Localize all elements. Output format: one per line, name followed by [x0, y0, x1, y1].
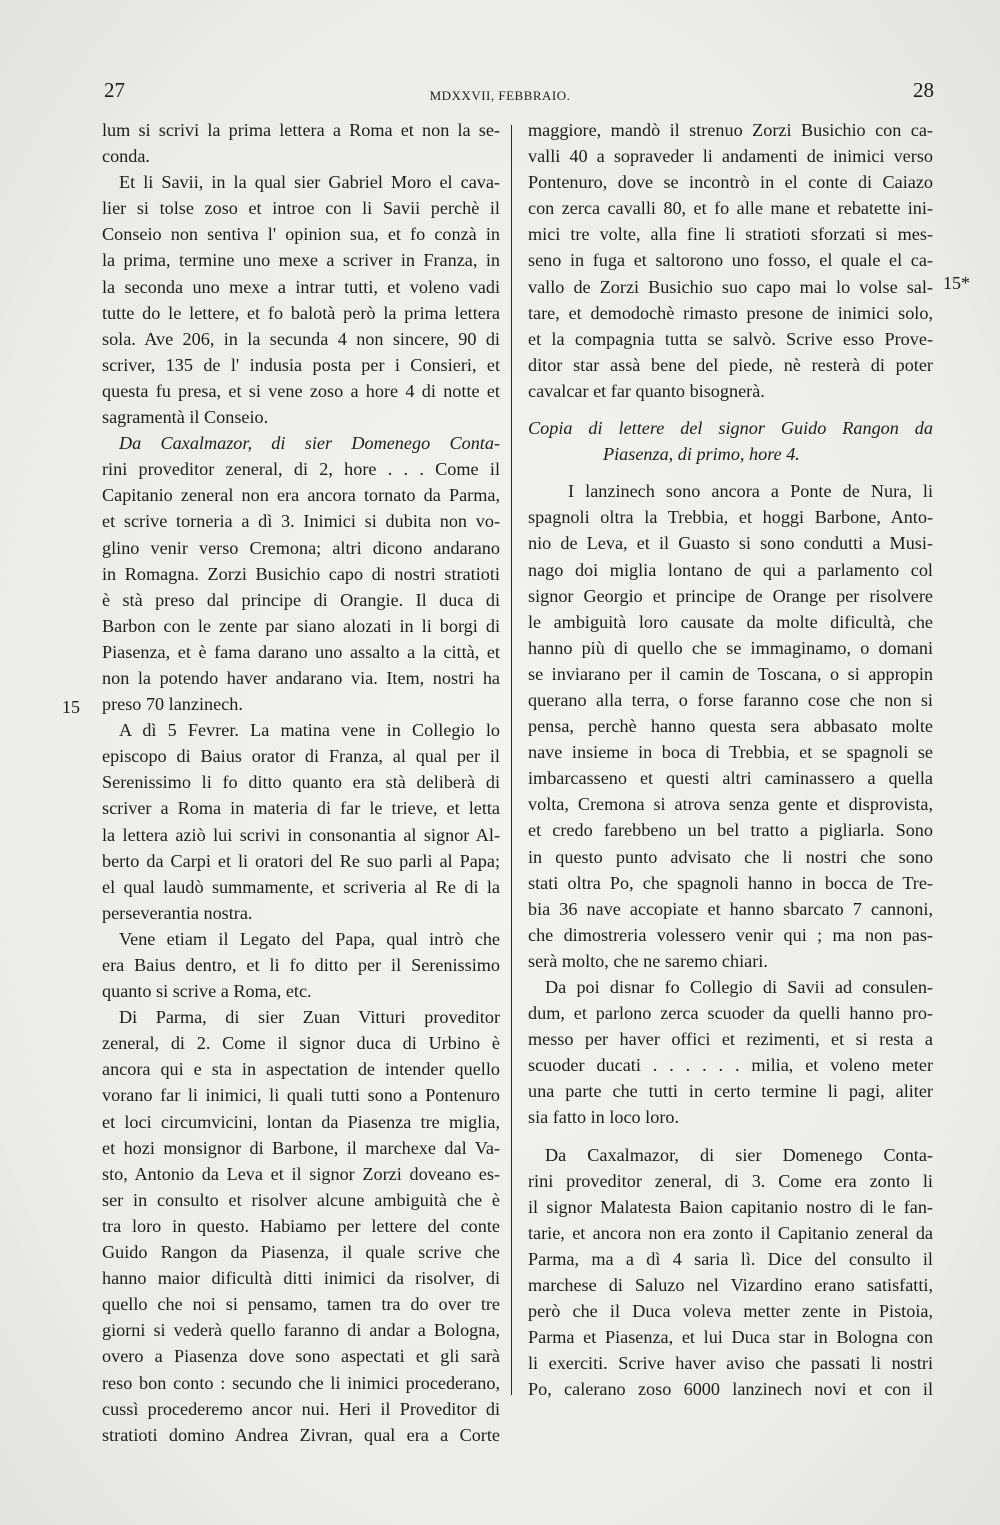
text-line: I lanzinech sono ancora a Ponte de Nura, li — [568, 481, 933, 502]
text-line: zeneral, di 2. Come il signor duca di Urbino è — [102, 1033, 500, 1054]
text-line: preso 70 lanzinech. — [102, 694, 243, 715]
text-line: pensa, perchè hanno questa sera abbasato molte — [528, 716, 933, 737]
text-line: Di Parma, di sier Zuan Vitturi proveditor — [119, 1007, 500, 1028]
text-line: Piasenza, et è fama darano uno assalto a la città, et — [102, 641, 500, 662]
text-line: Piasenza, di primo, hore 4. — [603, 444, 800, 465]
text-line: hanno più di quello che se immaginamo, o domani — [528, 637, 933, 658]
text-line: volta, Cremona si atrova senza gente et disprovista, — [528, 794, 933, 815]
text-line: in Romagna. Zorzi Busichio capo di nostri stratioti — [102, 563, 500, 584]
text-line: imbarcasseno et questi altri caminassero a quella — [528, 768, 933, 789]
text-line: ser in consulto et risolver alcune ambiguità che è — [102, 1189, 500, 1210]
paragraph-gap — [528, 467, 933, 478]
text-line: signor Georgio et principe de Orange per risolvere — [528, 585, 933, 606]
text-line: et scrive torneria a dì 3. Inimici si dubita non vo- — [102, 511, 500, 532]
text-line: le ambiguità loro causate da molte dificultà, che — [528, 611, 933, 632]
text-line: la seconda uno mexe a intrar tutti, et voleno vadi — [102, 276, 500, 297]
text-line: querano alla terra, o forse faranno cose che non si — [528, 689, 933, 710]
text-line: sto, Antonio da Leva et il signor Zorzi doveano es- — [102, 1163, 500, 1184]
page-number-right: 28 — [913, 78, 934, 102]
text-line: non la potendo haver andarano via. Item, nostri ha — [102, 667, 500, 688]
text-line: et loci circumvicini, lontan da Piasenza tre miglia, — [102, 1111, 500, 1132]
text-line: et hozi monsignor di Barbone, il marchexe dal Va- — [102, 1137, 500, 1158]
running-title: MDXXVII, FEBBRAIO. — [429, 88, 571, 103]
text-line: messo per haver offici et rezimenti, et si resta a — [528, 1029, 933, 1050]
text-line: se inviarano per il camin de Toscana, o si appropin — [528, 663, 933, 684]
text-line: cussì procederemo ancor nui. Heri il Proveditor di — [102, 1398, 500, 1419]
text-line: la prima, termine uno mexe a scriver in Franza, in — [102, 250, 500, 271]
paragraph-gap — [528, 1131, 933, 1142]
left-column — [102, 117, 500, 1448]
text-line: Et li Savii, in la qual sier Gabriel Moro el cava- — [119, 172, 500, 193]
text-line: overo a Piasenza dove sono aspectati et gli sarà — [102, 1346, 500, 1367]
text-line: rini proveditor zeneral, di 3. Come era zonto li — [528, 1170, 933, 1191]
text-line: è stà preso dal principe di Orangie. Il duca di — [102, 589, 500, 610]
text-line: Da poi disnar fo Collegio di Savii ad consulen- — [545, 977, 933, 997]
text-line: in questo punto advisato che li nostri che sono — [528, 846, 933, 867]
column-divider — [511, 125, 512, 1395]
text-line: episcopo di Baius orator di Franza, al qual per il — [102, 746, 500, 767]
text-line: valli 40 a sopraveder li andamenti de inimici verso — [528, 146, 933, 167]
text-line: lum si scrivi la prima lettera a Roma et non la se- — [102, 120, 500, 140]
text-line: vallo de Zorzi Busichio suo capo mai lo volse sal- — [528, 276, 933, 297]
text-line: ancora qui e sta in aspectation de intender quello — [102, 1059, 500, 1080]
text-line: serà molto, che ne saremo chiari. — [528, 950, 768, 971]
margin-number-right: 15* — [943, 273, 970, 293]
text-line: il signor Malatesta Baion capitanio nostro di le fan- — [528, 1196, 933, 1217]
text-line: Serenissimo li fo ditto quanto era stà deliberà di — [102, 772, 500, 793]
page-number-left: 27 — [104, 78, 125, 102]
text-line: con zerca cavalli 80, et fo alle mane et rebatette ini- — [528, 198, 933, 219]
text-line: scriver, 135 de l' indusia posta per i Consieri, et — [102, 354, 500, 375]
text-line: nave insieme in boca di Trebbia, et se spagnoli se — [528, 742, 933, 763]
text-line: nio de Leva, et il Guasto si sono condutti a Musi- — [528, 533, 933, 554]
text-line: Copia di lettere del signor Guido Rangon da — [528, 418, 933, 439]
text-line: Guido Rangon da Piasenza, il quale scrive che — [102, 1242, 500, 1263]
text-line: però che il Duca voleva metter zente in Pistoia, — [528, 1301, 933, 1322]
text-line: Capitanio zeneral non era ancora tornato da Parma, — [102, 485, 500, 506]
text-line: marchese di Saluzo nel Vizardino erano satisfatti, — [528, 1275, 933, 1296]
text-line: sola. Ave 206, in la secunda 4 non sincere, 90 di — [102, 328, 500, 349]
text-line: nago doi miglia lontano de qui a parlamento col — [528, 559, 933, 580]
text-line: et credo farebbeno un bel tratto a pigliarla. Sono — [528, 820, 933, 841]
page-header — [0, 78, 1000, 108]
text-line: Da Caxalmazor, di sier Domenego Conta- — [545, 1144, 933, 1165]
text-line: perseverantia nostra. — [102, 902, 253, 923]
text-line: stratioti domino Andrea Zivran, qual era a Corte — [102, 1424, 500, 1445]
text-line: tare, et demodochè rimasto presone de inimici solo, — [528, 302, 933, 323]
text-line: scuoder ducati . . . . . . milia, et voleno meter — [528, 1055, 933, 1076]
text-line: cavalcar et far quanto bisognerà. — [528, 380, 765, 401]
text-line: rini proveditor zeneral, di 2, hore . . . Come il — [102, 459, 500, 480]
text-line: la lettera aziò lui scrivi in consonantia al signor Al- — [102, 824, 500, 845]
paragraph-gap — [528, 404, 933, 415]
text-line: giorni si vederà quello faranno di andar a Bologna, — [102, 1320, 500, 1341]
text-line: Pontenuro, dove se incontrò in el conte di Caiazo — [528, 172, 933, 193]
text-line: Po, calerano zoso 6000 lanzinech novi et con il — [528, 1379, 933, 1400]
text-line: Vene etiam il Legato del Papa, qual intrò che — [119, 928, 500, 949]
text-line: Parma, ma a dì 4 saria lì. Dice del consulto il — [528, 1248, 933, 1269]
text-line: scriver a Roma in materia di far le trieve, et letta — [102, 798, 500, 819]
text-line: tutte do le lettere, et fo balotà però la prima lettera — [102, 302, 500, 323]
right-column — [528, 117, 933, 1403]
text-line: et la compagnia tutta se salvò. Scrive esso Prove- — [528, 328, 933, 349]
text-line: stati oltra Po, che spagnoli hanno in bocca de Tre- — [528, 872, 933, 893]
text-line: hanno maior dificultà ditti inimici da risolver, di — [102, 1268, 500, 1289]
text-line: maggiore, mandò il strenuo Zorzi Busichio con ca- — [528, 120, 933, 140]
text-line: sagramentà il Conseio. — [102, 407, 269, 428]
text-line: sia fatto in loco loro. — [528, 1107, 680, 1128]
text-line: vorano far li inimici, li quali tutti sono a Pontenuro — [102, 1085, 500, 1106]
text-line: questa fu presa, et si vene zoso a hore 4 di notte et — [102, 380, 500, 401]
text-line: tarie, et ancora non era zonto il Capitanio zeneral da — [528, 1222, 933, 1243]
text-line: seno in fuga et saltorono uno fosso, el quale el ca- — [528, 250, 933, 271]
text-line: era Baius dentro, et li fo ditto per il Serenissimo — [102, 955, 500, 975]
text-line: quanto si scrive a Roma, etc. — [102, 981, 312, 1002]
text-line: bia 36 nave accopiate et hanno sbarcato 7 cannoni, — [528, 898, 933, 919]
text-line: berto da Carpi et li oratori del Re suo parli al Papa; — [102, 850, 500, 871]
text-line: lier si tolse zoso et introe con li Savii perchè il — [102, 198, 500, 219]
text-line: glino venir verso Cremona; altri dicono andarano — [102, 537, 500, 558]
text-line: spagnoli oltra la Trebbia, et hoggi Barbone, Anto- — [528, 507, 933, 528]
text-line: che dimostreria volessero venir qui ; ma non pas- — [528, 924, 933, 945]
margin-number-left: 15 — [62, 697, 80, 717]
text-line: Da Caxalmazor, di sier Domenego Conta- — [119, 433, 500, 454]
text-line: A dì 5 Fevrer. La matina vene in Collegio lo — [119, 720, 500, 741]
text-line: reso bon conto : secundo che li inimici procederano, — [102, 1372, 500, 1393]
text-line: Barbon con le zente par siano alozati in li borgi di — [102, 615, 500, 636]
text-line: li exerciti. Scrive haver aviso che passati li nostri — [528, 1353, 933, 1374]
text-line: conda. — [102, 146, 150, 167]
text-line: Conseio non sentiva l' opinion sua, et fo conzà in — [102, 224, 500, 245]
text-line: quello che noi si pensamo, tamen tra do over tre — [102, 1294, 500, 1315]
text-line: mici tre volte, alla fine li stratioti sforzati si mes- — [528, 224, 933, 245]
text-line: una parte che tutti in certo termine li pagi, aliter — [528, 1081, 933, 1102]
text-line: dum, et parlono zerca scuoder da quelli hanno pro- — [528, 1003, 933, 1024]
text-line: tra loro in questo. Habiamo per lettere del conte — [102, 1215, 500, 1236]
text-line: el qual laudò summamente, et scriveria al Re di la — [102, 876, 500, 897]
text-line: Parma et Piasenza, et lui Duca star in Bologna con — [528, 1327, 933, 1348]
text-line: ditor star assà bene del piede, nè resterà di poter — [528, 354, 933, 375]
